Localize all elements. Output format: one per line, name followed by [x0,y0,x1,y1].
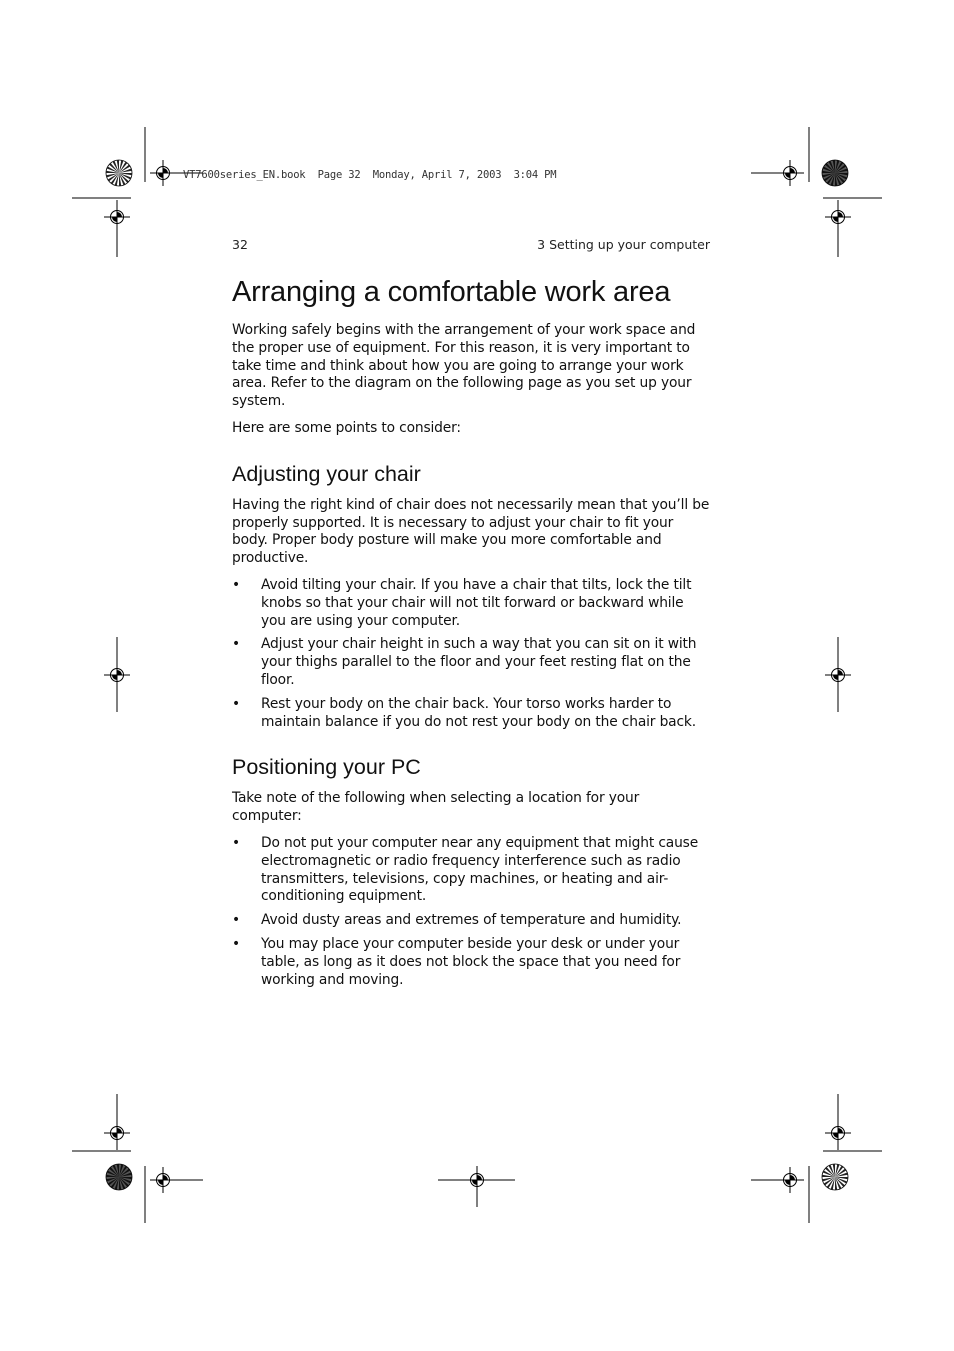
registration-mark-icon [777,160,803,186]
list-item: • Adjust your chair height in such a way that you can sit on it with your thighs parallel to the floor and your feet resting flat on the floor. [232,636,697,688]
section-heading-pc: Positioning your PC [232,755,421,780]
page-title: Arranging a comfortable work area [232,276,671,308]
bullet-list-pc [232,835,712,989]
registration-mark-icon [104,1120,130,1146]
registration-mark-icon [150,1167,176,1193]
starburst-target-icon [106,160,132,186]
page-content [232,276,712,995]
intro-paragraph: Working safely begins with the arrangement of your work space and the proper use of equipment. For this reason, it is very important to take time and think about how you are going to arrange your work area. Refer to the diagram on the following page as you set up your system. [232,322,696,410]
intro-lead-in: Here are some points to consider: [232,419,461,436]
registration-mark-icon [825,1120,851,1146]
section-heading-chair: Adjusting your chair [232,461,421,486]
starburst-target-icon [106,1164,132,1190]
list-item: • Avoid tilting your chair. If you have a chair that tilts, lock the tilt knobs so that your chair will not tilt forward or backward while you are using your computer. [232,576,692,629]
list-item: • Avoid dusty areas and extremes of temperature and humidity. [232,912,682,929]
list-item: • Rest your body on the chair back. Your torso works harder to maintain balance if you do not rest your body on the chair back. [232,695,696,730]
running-header-chapter: 3 Setting up your computer [537,237,710,252]
registration-mark-icon [104,204,130,230]
print-slug: VT7600series_EN.book Page 32 Monday, April 7, 2003 3:04 PM [183,169,557,181]
list-item: • Do not put your computer near any equipment that might cause electromagnetic or radio frequency interference such as radio transmitters, televisions, copy machines, or heating and air-conditioning equipment. [232,834,699,905]
bullet-icon: • [232,935,240,952]
bullet-icon: • [232,834,240,851]
starburst-target-icon [822,1164,848,1190]
registration-mark-icon [825,662,851,688]
registration-mark-icon [825,204,851,230]
registration-mark-icon [150,160,176,186]
registration-mark-icon [104,662,130,688]
starburst-target-icon [822,160,848,186]
bullet-icon: • [232,576,240,593]
list-item: • You may place your computer beside your desk or under your table, as long as it does not block the space that you need for working and moving. [232,935,681,988]
bullet-list-chair [232,577,712,731]
section-paragraph-pc: Take note of the following when selecting a location for your computer: [232,790,640,825]
bullet-icon: • [232,636,240,653]
registration-mark-icon [464,1167,490,1193]
registration-mark-icon [777,1167,803,1193]
bullet-icon: • [232,912,240,929]
bullet-icon: • [232,695,240,712]
section-paragraph-chair: Having the right kind of chair does not necessarily mean that you’ll be properly supported. It is necessary to adjust your chair to fit your body. Proper body posture will make you more comfortable and productive. [232,496,710,567]
page-number: 32 [232,237,248,252]
